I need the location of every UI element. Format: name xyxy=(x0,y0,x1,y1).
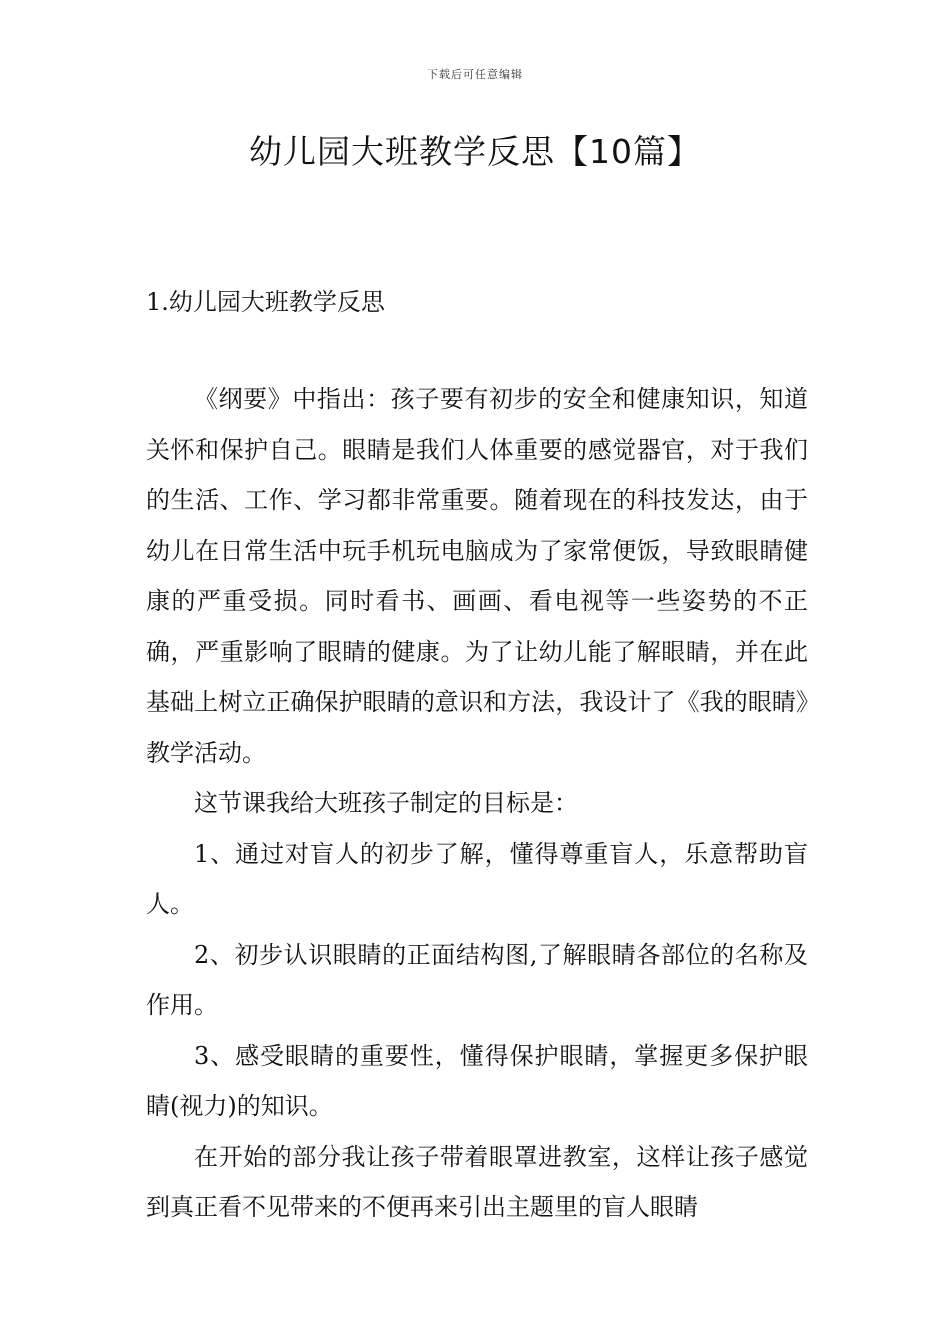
document-title: 幼儿园大班教学反思【10篇】 xyxy=(249,132,701,171)
paragraph-goals-lead: 这节课我给大班孩子制定的目标是： xyxy=(194,789,578,817)
paragraph-goal-2: 2、初步认识眼睛的正面结构图,了解眼睛各部位的名称及作用。 xyxy=(146,940,808,1019)
section-heading: 1.幼儿园大班教学反思 xyxy=(146,288,385,316)
paragraph-intro: 《纲要》中指出：孩子要有初步的安全和健康知识，知道关怀和保护自己。眼睛是我们人体重要的感觉器官，对于我们的生活、工作、学习都非常重要。随着现在的科技发达，由于幼儿在日常生活中玩手机玩电脑成为了家常便饭，导致眼睛健康的严重受损。同时看书、画画、看电视等一些姿势的不正确，严重影响了眼睛的健康。为了让幼儿能了解眼睛，并在此基础上树立正确保护眼睛的意识和方法，我设计了《我的眼睛》教学活动。 xyxy=(146,385,808,767)
paragraph-opening: 在开始的部分我让孩子带着眼罩进教室，这样让孩子感觉到真正看不见带来的不便再来引出主题里的盲人眼睛 xyxy=(146,1142,808,1221)
document-body xyxy=(146,374,808,1233)
paragraph-goal-3: 3、感受眼睛的重要性，懂得保护眼睛，掌握更多保护眼睛(视力)的知识。 xyxy=(146,1041,808,1120)
paragraph-goal-1: 1、通过对盲人的初步了解，懂得尊重盲人，乐意帮助盲人。 xyxy=(146,839,808,918)
header-note: 下载后可任意编辑 xyxy=(427,68,523,81)
